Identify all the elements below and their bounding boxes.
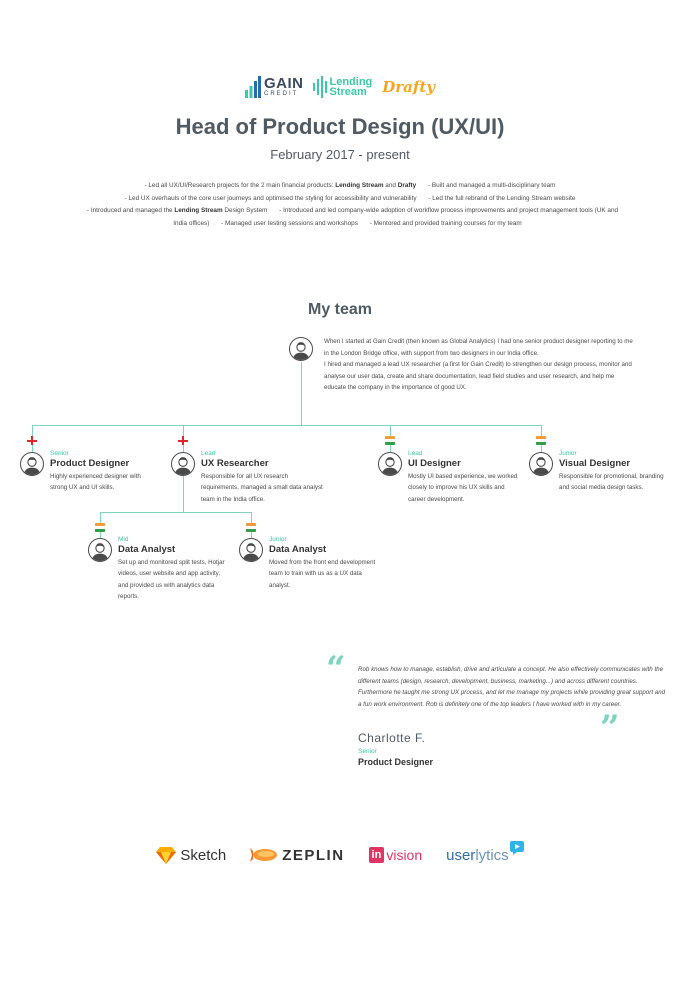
- uk-flag-icon: [27, 436, 37, 445]
- member-role: Visual Designer: [559, 458, 631, 469]
- bullet-item: - Led the full rebrand of the Lending Stream website: [428, 194, 576, 202]
- member-role: UI Designer: [408, 458, 461, 469]
- member-role: Product Designer: [50, 458, 130, 469]
- member-avatar: [378, 452, 402, 476]
- member-level: Mid: [118, 536, 129, 543]
- page-subtitle: February 2017 - present: [270, 147, 410, 162]
- testimonial-level: Senior: [358, 748, 377, 755]
- invision-mark: in: [369, 847, 385, 863]
- intro-paragraph: I hired and managed a lead UX researcher (a first for Gain Credit) to strengthen our design process, monitor and analyse our user data, create and share documentation, lead field studies and user research, and help me educate the company in the importance of good UX.: [324, 361, 632, 391]
- india-flag-icon: [246, 523, 256, 532]
- bullet-item: - Led UX overhauls of the core user journeys and optimised the styling for accessibility and vulnerability: [124, 194, 417, 202]
- india-flag-icon: [95, 523, 105, 532]
- bullet-item: - Managed user testing sessions and workshops: [221, 219, 358, 227]
- person-icon: [240, 539, 262, 561]
- member-level: Lead: [408, 450, 423, 457]
- bullet-item: - Led all UX/UI/Research projects for the 2 main financial products: Lending Stream and Drafty: [144, 182, 417, 189]
- company-logos: [0, 76, 680, 98]
- head-avatar: [289, 337, 313, 361]
- member-level: Junior: [269, 536, 287, 543]
- member-role: Data Analyst: [269, 544, 327, 555]
- tools-logos: [0, 846, 680, 864]
- play-bubble-icon: [510, 841, 524, 855]
- testimonial-name: Charlotte F.: [358, 731, 426, 745]
- intro-paragraph: When I started at Gain Credit (then known as Global Analytics) I had one senior product designer reporting to me in the London Bridge office, with support from two designers in our India office.: [324, 338, 633, 357]
- member-desc: Highly experienced designer with strong UX and UI skills.: [50, 473, 141, 492]
- member-card: [269, 535, 379, 591]
- drafty-logo: [382, 78, 435, 96]
- stream-logo-text: Stream: [329, 86, 367, 98]
- member-card: [50, 449, 150, 494]
- india-flag-icon: [536, 436, 546, 445]
- gain-credit-logo: [245, 76, 304, 98]
- person-icon: [290, 338, 312, 360]
- invision-label: vision: [386, 847, 423, 863]
- member-avatar: [20, 452, 44, 476]
- member-desc: Set up and monitored split tests, Hotjar videos, user website and app activity, and provided us with analytics data reports.: [118, 559, 225, 600]
- testimonial-text: Rob knows how to manage, establish, drive and articulate a concept. He also effectively communicates with the different teams (design, research, development, business, marketing...) and across different countries. Furthermore he taught me strong UX process, and let me manage my projects while providing great support and a fun work environment. Rob is definitely one of the top leaders I have worked with in my career.: [358, 666, 666, 708]
- person-icon: [530, 453, 552, 475]
- gain-logo-subtext: CREDIT: [263, 90, 299, 97]
- member-card: [118, 535, 228, 602]
- person-icon: [172, 453, 194, 475]
- testimonial-role: Product Designer: [358, 757, 434, 767]
- responsibilities-list: [80, 180, 620, 230]
- gain-logo-text: GAIN: [263, 74, 304, 92]
- member-card: [201, 449, 325, 505]
- invision-logo: [369, 847, 423, 863]
- lending-stream-logo: [313, 76, 372, 98]
- gain-bars-icon: [245, 76, 261, 98]
- member-desc: Moved from the front end development team to train with us as a UX data analyst.: [269, 559, 376, 589]
- sketch-diamond-icon: [156, 846, 176, 864]
- member-card: [559, 449, 669, 494]
- uk-flag-icon: [178, 436, 188, 445]
- member-role: Data Analyst: [118, 544, 176, 555]
- userlytics-logo: [446, 847, 524, 864]
- india-flag-icon: [385, 436, 395, 445]
- bullet-item: - Introduced and led company-wide adoption of workflow process improvements and project management tools (UK and India offices): [173, 207, 619, 227]
- lending-logo-text: Lending: [329, 76, 373, 88]
- member-level: Junior: [559, 450, 577, 457]
- tree-line: [32, 425, 541, 426]
- tree-line: [100, 512, 251, 513]
- member-avatar: [529, 452, 553, 476]
- member-avatar: [88, 538, 112, 562]
- person-icon: [21, 453, 43, 475]
- member-level: Senior: [50, 450, 69, 457]
- person-icon: [379, 453, 401, 475]
- zeplin-logo: [250, 846, 344, 864]
- userlytics-label-b: lytics: [475, 846, 509, 864]
- zeplin-blimp-icon: [250, 846, 278, 864]
- member-card: [408, 449, 518, 505]
- member-avatar: [239, 538, 263, 562]
- drafty-logo-text: Drafty: [382, 78, 435, 96]
- sketch-label: Sketch: [180, 846, 227, 864]
- team-intro: [324, 336, 634, 394]
- bullet-item: - Introduced and managed the Lending Stream Design System: [86, 207, 268, 214]
- stream-bars-icon: [313, 76, 327, 98]
- open-quote-icon: “: [326, 649, 346, 689]
- page-title: Head of Product Design (UX/UI): [175, 114, 505, 139]
- person-icon: [89, 539, 111, 561]
- bullet-item: - Built and managed a multi-disciplinary team: [427, 182, 556, 189]
- tree-line: [301, 362, 302, 425]
- tree-line: [183, 476, 184, 512]
- sketch-logo: [156, 846, 226, 864]
- member-level: Lead: [201, 450, 216, 457]
- member-desc: Mostly UI based experience, we worked closely to improve his UX skills and career development.: [408, 473, 518, 503]
- close-quote-icon: ”: [600, 708, 620, 748]
- member-desc: Responsible for promotional, branding and social media design tasks.: [559, 473, 664, 492]
- member-role: UX Researcher: [201, 458, 269, 469]
- zeplin-label: ZEPLIN: [282, 846, 345, 864]
- team-section-title: My team: [307, 301, 373, 318]
- userlytics-label-a: user: [446, 846, 476, 864]
- member-desc: Responsible for all UX research requirements, managed a small data analyst team in the India office.: [201, 473, 323, 503]
- member-avatar: [171, 452, 195, 476]
- bullet-item: - Mentored and provided training courses for my team: [369, 219, 522, 227]
